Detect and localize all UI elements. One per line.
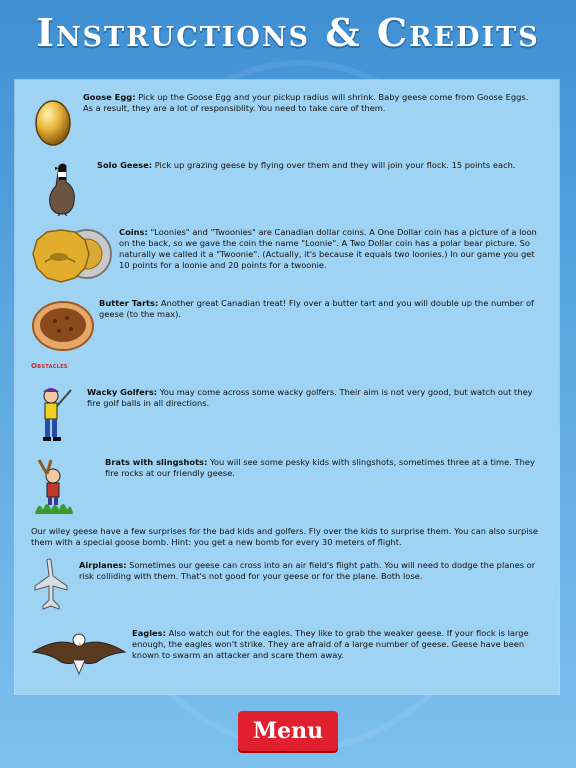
instructions-panel [15, 80, 559, 694]
brats-label: Brats with slingshots: [105, 457, 208, 467]
eagles-text: Also watch out for the eagles. They like to grab the weaker geese. If your flock is large enough, the eagles won't strike. They are afraid of a large number of geese. Geese have been known to swarm an attacker and scare them away. [132, 628, 529, 660]
airplanes-text: Sometimes our geese can cross into an air field's flight path. You will need to dodge the planes or risk colliding with them. That's not good for your geese or for the plane. Both lose. [79, 560, 536, 581]
brats-entry [105, 457, 537, 479]
wacky-golfers-entry [87, 387, 537, 409]
eagles-entry [132, 628, 540, 661]
butter-tarts-label: Butter Tarts: [99, 298, 159, 308]
butter-tarts-entry [99, 298, 539, 320]
solo-geese-entry [97, 160, 537, 171]
coins-entry [119, 227, 539, 271]
airplanes-label: Airplanes: [79, 560, 127, 570]
goose-icon [45, 160, 81, 216]
coins-text: "Loonies" and "Twoonies" are Canadian dollar coins. A One Dollar coin has a picture of a loon on the back, so we gave the coin the name "Loonie". A Two Dollar coin has a polar bear picture. So naturally we called it a "Twoonie". (Actually, it's because it equals two loonies.) In our game you get 10 points for a loonie and 20 points for a twoonie. [119, 227, 537, 270]
eagle-icon [31, 628, 127, 678]
brats-text: You will see some pesky kids with slingshots, sometimes three at a time. They fire rocks at our friendly geese. [105, 457, 535, 478]
airplane-icon [29, 558, 69, 614]
coins-label: Coins: [119, 227, 148, 237]
goose-egg-icon [33, 96, 73, 146]
coins-icon [31, 226, 115, 286]
wacky-golfers-label: Wacky Golfers: [87, 387, 158, 397]
airplanes-entry [79, 560, 537, 582]
goose-egg-entry [83, 92, 535, 114]
goose-egg-text: Pick up the Goose Egg and your pickup radius will shrink. Baby geese come from Goose Eggs. As a result, they are a lot of responsiblity. You need to take care of them. [83, 92, 529, 113]
page-title: Instructions & Credits [36, 10, 540, 55]
surprise-text: Our wiley geese have a few surprises for the bad kids and golfers. Fly over the kids to surprise them. You can also surpise them with a special goose bomb. Hint: you get a new bomb for every 30 meters of flight. [31, 526, 539, 547]
goose-egg-label: Goose Egg: [83, 92, 136, 102]
butter-tart-icon [31, 296, 95, 352]
solo-geese-label: Solo Geese: [97, 160, 153, 170]
golfer-icon [31, 384, 75, 444]
menu-button[interactable]: Menu [238, 711, 338, 751]
brat-icon [31, 456, 75, 514]
obstacles-heading: Obstacles [31, 362, 68, 370]
wacky-golfers-text: You may come across some wacky golfers. Their aim is not very good, but watch out they fire golf balls in all directions. [87, 387, 533, 408]
solo-geese-text: Pick up grazing geese by flying over them and they will join your flock. 15 points each. [154, 160, 516, 170]
eagles-label: Eagles: [132, 628, 166, 638]
butter-tarts-text: Another great Canadian treat! Fly over a butter tart and you will double up the number of geese (to the max). [99, 298, 534, 319]
